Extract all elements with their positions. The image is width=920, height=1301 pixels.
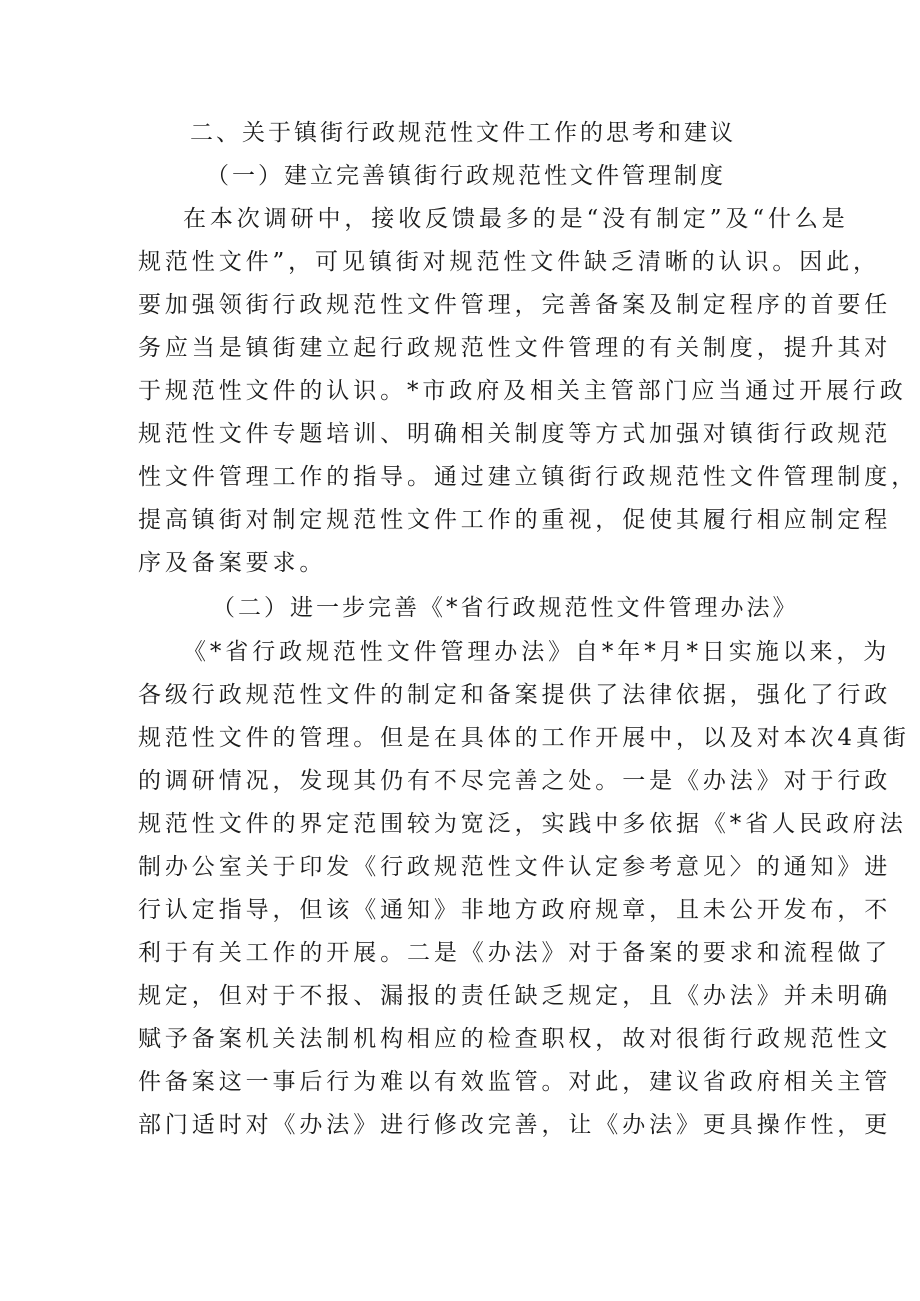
paragraph-2-line: 部门适时对《办法》进行修改完善，让《办法》更具操作性，更 — [138, 1112, 892, 1138]
subsection-2-title: （二）进一步完善《*省行政规范性文件管理办法》 — [212, 595, 799, 621]
paragraph-1-line: 性文件管理工作的指导。通过建立镇街行政规范性文件管理制度， — [138, 464, 919, 490]
paragraph-1-line: 于规范性文件的认识。*市政府及相关主管部门应当通过开展行政 — [138, 378, 907, 404]
paragraph-1-line: 要加强领街行政规范性文件管理，完善备案及制定程序的首要任 — [138, 292, 892, 318]
section-title: 二、关于镇街行政规范性文件工作的思考和建议 — [190, 120, 736, 146]
paragraph-2-line: 行认定指导，但该《通知》非地方政府规章，且未公开发布，不 — [138, 897, 892, 923]
paragraph-2-line: 各级行政规范性文件的制定和备案提供了法律依据，强化了行政 — [138, 682, 892, 708]
paragraph-1-line: 务应当是镇街建立起行政规范性文件管理的有关制度，提升其对 — [138, 335, 892, 361]
subsection-1-title: （一）建立完善镇街行政规范性文件管理制度 — [206, 163, 726, 189]
paragraph-2-line: 规定，但对于不报、漏报的责任缺乏规定，且《办法》并未明确 — [138, 983, 892, 1009]
paragraph-2-line: 件备案这一事后行为难以有效监管。对此，建议省政府相关主管 — [138, 1069, 892, 1095]
paragraph-2-line: 《*省行政规范性文件管理办法》自*年*月*日实施以来，为 — [183, 639, 891, 665]
paragraph-2-line: 赋予备案机关法制机构相应的检查职权，故对很街行政规范性文 — [138, 1026, 892, 1052]
paragraph-2-line: 规范性文件的管理。但是在具体的工作开展中，以及对本次4真街 — [138, 725, 910, 751]
paragraph-2-line: 规范性文件的界定范围较为宽泛，实践中多依据《*省人民政府法 — [138, 811, 907, 837]
paragraph-1-line: 规范性文件”，可见镇街对规范性文件缺乏清晰的认识。因此， — [138, 249, 880, 275]
paragraph-2-line: 制办公室关于印发《行政规范性文件认定参考意见〉的通知》进 — [138, 854, 892, 880]
paragraph-1-line: 规范性文件专题培训、明确相关制度等方式加强对镇街行政规范 — [138, 421, 892, 447]
paragraph-1-line: 序及备案要求。 — [138, 550, 327, 576]
paragraph-2-line: 的调研情况，发现其仍有不尽完善之处。一是《办法》对于行政 — [138, 768, 892, 794]
paragraph-1-line: 提高镇街对制定规范性文件工作的重视，促使其履行相应制定程 — [138, 507, 892, 533]
paragraph-1-line: 在本次调研中，接收反馈最多的是“没有制定”及“什么是 — [183, 206, 849, 232]
paragraph-2-line: 利于有关工作的开展。二是《办法》对于备案的要求和流程做了 — [138, 940, 892, 966]
